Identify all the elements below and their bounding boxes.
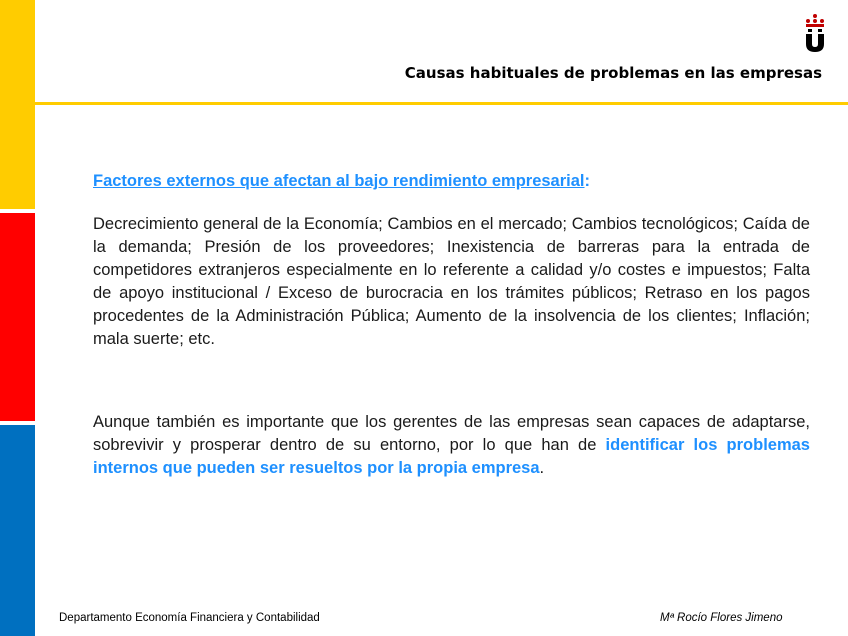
footer-author: Mª Rocío Flores Jimeno xyxy=(660,612,783,624)
side-band-yellow xyxy=(0,0,35,209)
paragraph2-end: . xyxy=(539,459,545,477)
paragraph2-text: Aunque también es importante que los gerentes de las empresas sean capaces de adaptarse, sobrevivir y prosperar dentro de su entorno, por lo que han de xyxy=(93,413,810,454)
internal-problems-paragraph xyxy=(93,411,810,480)
section-heading xyxy=(93,170,810,193)
side-band-blue xyxy=(0,425,35,636)
external-factors-paragraph: Decrecimiento general de la Economía; Cambios en el mercado; Cambios tecnológicos; Caída de la demanda; Presión de los proveedores; Inexistencia de barreras para la entrada de competidores extranjeros especialmente en lo referente a calidad y/o costes e impuestos; Falta de apoyo institucional / Exceso de burocracia en los trámites públicos; Retraso en los pagos procedentes de la Administración Pública; Aumento de la insolvencia de los clientes; Inflación; mala suerte; etc. xyxy=(93,215,810,348)
header-divider xyxy=(35,102,848,105)
side-band-red xyxy=(0,213,35,421)
paragraph2-emphasis: identificar los problemas internos que pueden ser resueltos por la propia empresa xyxy=(93,436,810,477)
heading-link[interactable]: Factores externos que afectan al bajo rendimiento empresarial xyxy=(93,172,585,190)
slide-title: Causas habituales de problemas en las empresas xyxy=(404,64,822,82)
university-logo-icon xyxy=(803,12,827,52)
heading-colon: : xyxy=(584,172,591,190)
footer-department: Departamento Economía Financiera y Contabilidad xyxy=(59,612,320,624)
